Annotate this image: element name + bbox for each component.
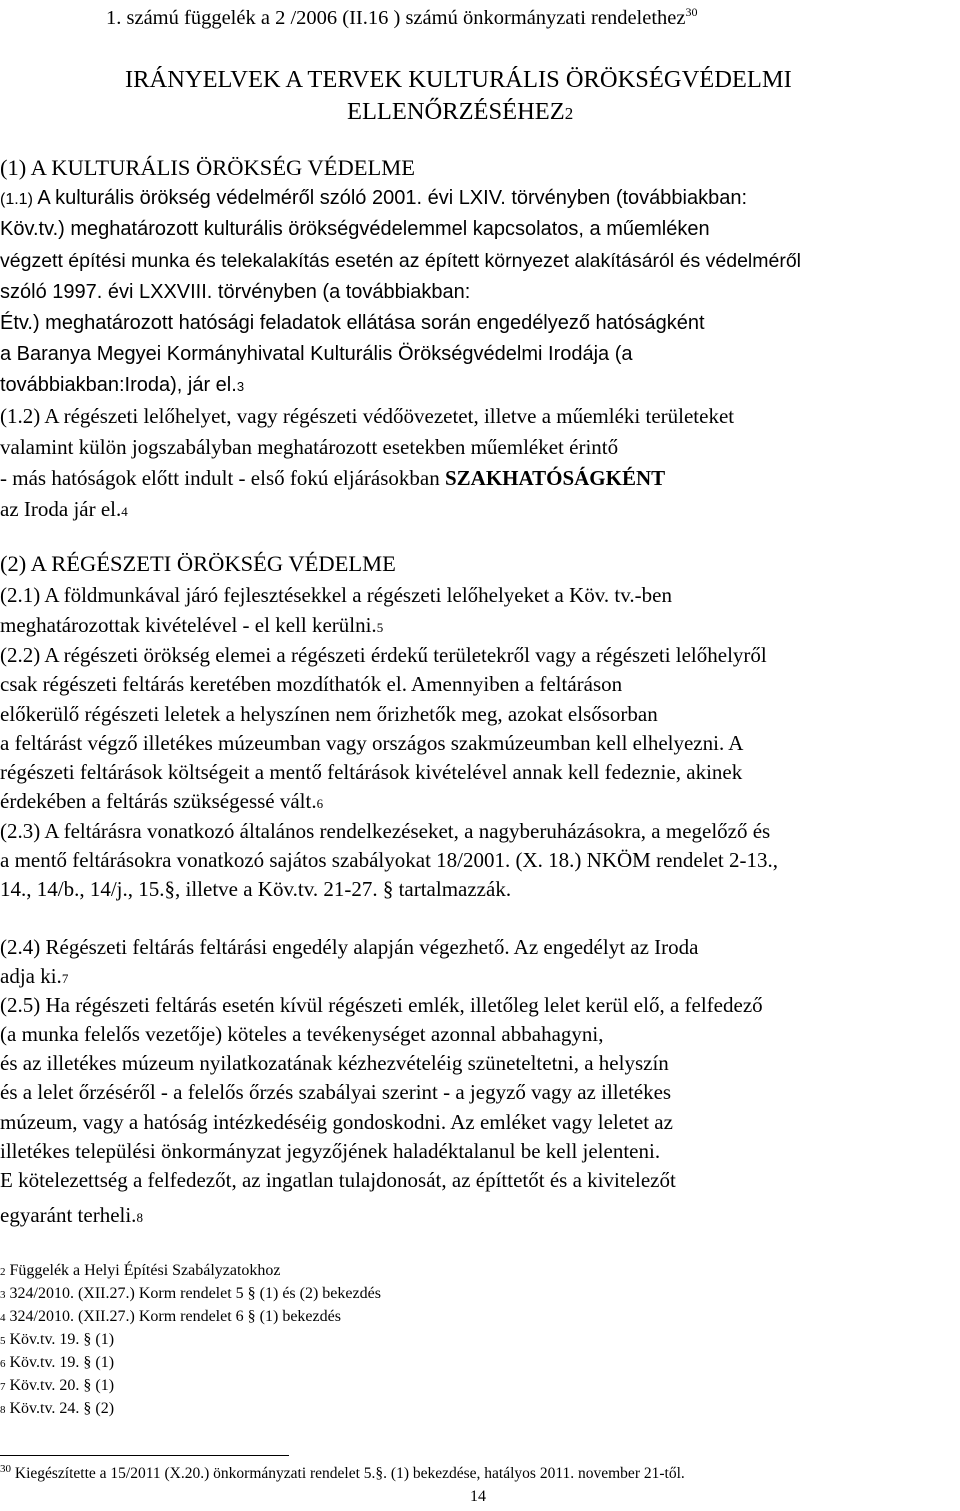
section2-line14: (2.5) Ha régészeti feltárás esetén kívül régészeti emlék, illetőleg lelet kerül elő, a felfedező: [0, 993, 763, 1017]
footnote-6: 6 Köv.tv. 19. § (1): [0, 1354, 115, 1371]
section2-line12: (2.4) Régészeti feltárás feltárási engedély alapján végezhető. Az engedélyt az Iroda: [0, 935, 699, 959]
section2-line4: csak régészeti feltárás keretében mozdíthatók el. Amennyiben a feltáráson: [0, 672, 623, 696]
section1-p1-line3: végzett építési munka és telekalakítás esetén az épített környezet alakításáról és védelméről: [0, 250, 802, 272]
footnote-ref-2: 2: [564, 104, 574, 123]
section1-p1-line6: a Baranya Megyei Kormányhivatal Kulturális Örökségvédelmi Irodája (a: [0, 343, 633, 365]
header-line: [106, 6, 698, 32]
section1-p1-line2: Köv.tv.) meghatározott kulturális örökségvédelemmel kapcsolatos, a műemléken: [0, 218, 710, 240]
section2-line18: múzeum, vagy a hatóság intézkedéséig gondoskodni. Az emléket vagy leletet az: [0, 1110, 673, 1134]
footnote-ref-8: 8: [136, 1210, 143, 1225]
section2-line21: egyaránt terheli.8: [0, 1203, 143, 1227]
footnote-3: 3 324/2010. (XII.27.) Korm rendelet 5 § (1) és (2) bekezdés: [0, 1285, 381, 1302]
section1-p1-line7: továbbiakban:Iroda), jár el.3: [0, 374, 245, 396]
section2-line20: E kötelezettség a felfedezőt, az ingatlan tulajdonosát, az építtetőt és a kivitelezőt: [0, 1168, 676, 1192]
section1-p2-line1: (1.2) A régészeti lelőhelyet, vagy régészeti védőövezetet, illetve a műemléki területeket: [0, 404, 735, 428]
section2-line10: a mentő feltárásokra vonatkozó sajátos szabályokat 18/2001. (X. 18.) NKÖM rendelet 2-13.,: [0, 848, 778, 872]
section2-line3: (2.2) A régészeti örökség elemei a régészeti érdekű területekről vagy a régészeti lelőhelyről: [0, 643, 767, 667]
header-text: 1. számú függelék a 2 /2006 (II.16 ) számú önkormányzati rendelethez: [106, 7, 686, 29]
footnote-7: 7 Köv.tv. 20. § (1): [0, 1377, 115, 1394]
section2-line17: és a lelet őrzéséről - a felelős őrzés szabályai szerint - a jegyző vagy az illetékes: [0, 1080, 672, 1104]
section2-line11: 14., 14/b., 14/j., 15.§, illetve a Köv.tv. 21-27. § tartalmazzák.: [0, 877, 512, 901]
footnote-divider: [0, 1455, 289, 1456]
footnote-ref-5: 5: [376, 620, 384, 635]
page-title-line1: IRÁNYELVEK A TERVEK KULTURÁLIS ÖRÖKSÉGVÉDELMI: [125, 66, 792, 93]
footnote-ref-3: 3: [236, 379, 245, 394]
page-number: 14: [470, 1488, 486, 1505]
section2-line13: adja ki.7: [0, 964, 69, 988]
section2-line15: (a munka felelős vezetője) köteles a tevékenységet azonnal abbahagyni,: [0, 1022, 604, 1046]
section1-p2-line4: az Iroda jár el.4: [0, 497, 128, 521]
section1-p1-number: (1.1): [0, 191, 33, 208]
section2-heading: (2) A RÉGÉSZETI ÖRÖKSÉG VÉDELME: [0, 551, 396, 576]
footnote-30: $^{30}$ Kiegészítette a 15/2011 (X.20.) önkormányzati rendelet 5.§. (1) bekezdése, hatályos 2011. november 21-től.: [0, 1463, 685, 1482]
section2-line7: régészeti feltárások költségeit a mentő feltárások kivételével annak kell fedeznie, akinek: [0, 760, 743, 784]
footnote-ref-4: 4: [121, 504, 128, 519]
section2-line1: (2.1) A földmunkával járó fejlesztésekkel a régészeti lelőhelyeket a Köv. tv.-ben: [0, 583, 672, 607]
page-title-line2-text: ELLENŐRZÉSÉHEZ: [347, 98, 565, 125]
footnote-8: 8 Köv.tv. 24. § (2): [0, 1400, 115, 1417]
section1-p1-line1: (1.1) A kulturális örökség védelméről szóló 2001. évi LXIV. törvényben (továbbiakban:: [0, 187, 748, 209]
section1-p1-line4: szóló 1997. évi LXXVIII. törvényben (a továbbiakban:: [0, 281, 471, 303]
footnote-4: 4 324/2010. (XII.27.) Korm rendelet 6 § (1) bekezdés: [0, 1308, 341, 1325]
section1-p1-line5: Étv.) meghatározott hatósági feladatok ellátása során engedélyező hatóságként: [0, 312, 705, 334]
section2-line19: illetékes települési önkormányzat jegyzőjének haladéktalanul be kell jelenteni.: [0, 1139, 661, 1163]
section2-line5: előkerülő régészeti leletek a helyszínen nem őrizhetők meg, azokat elsősorban: [0, 702, 658, 726]
section2-line9: (2.3) A feltárásra vonatkozó általános rendelkezéseket, a nagyberuházásokra, a megelőző és: [0, 819, 771, 843]
section2-line6: a feltárást végző illetékes múzeumban vagy országos szakmúzeumban kell elhelyezni. A: [0, 731, 744, 755]
footnote-2: 2 Függelék a Helyi Építési Szabályzatokhoz: [0, 1262, 281, 1279]
section1-p2-line3: - más hatóságok előtt indult - első fokú eljárásokban SZAKHATÓSÁGKÉNT: [0, 466, 666, 490]
header-superscript: 30: [685, 5, 698, 19]
section1-p2-line2: valamint külön jogszabályban meghatározott esetekben műemléket érintő: [0, 435, 619, 459]
emphasis-szakhatosag: SZAKHATÓSÁGKÉNT: [444, 466, 666, 490]
page-title-line2: [347, 98, 573, 128]
section2-line16: és az illetékes múzeum nyilatkozatának kézhezvételéig szüneteltetni, a helyszín: [0, 1051, 669, 1075]
section2-line8: érdekében a feltárás szükségessé vált.6: [0, 789, 324, 813]
footnote-ref-6: 6: [316, 796, 324, 811]
footnote-ref-7: 7: [61, 971, 69, 986]
section1-heading: (1) A KULTURÁLIS ÖRÖKSÉG VÉDELME: [0, 155, 416, 180]
section2-line2: meghatározottak kivételével - el kell kerülni.5: [0, 613, 384, 637]
footnote-5: 5 Köv.tv. 19. § (1): [0, 1331, 115, 1348]
